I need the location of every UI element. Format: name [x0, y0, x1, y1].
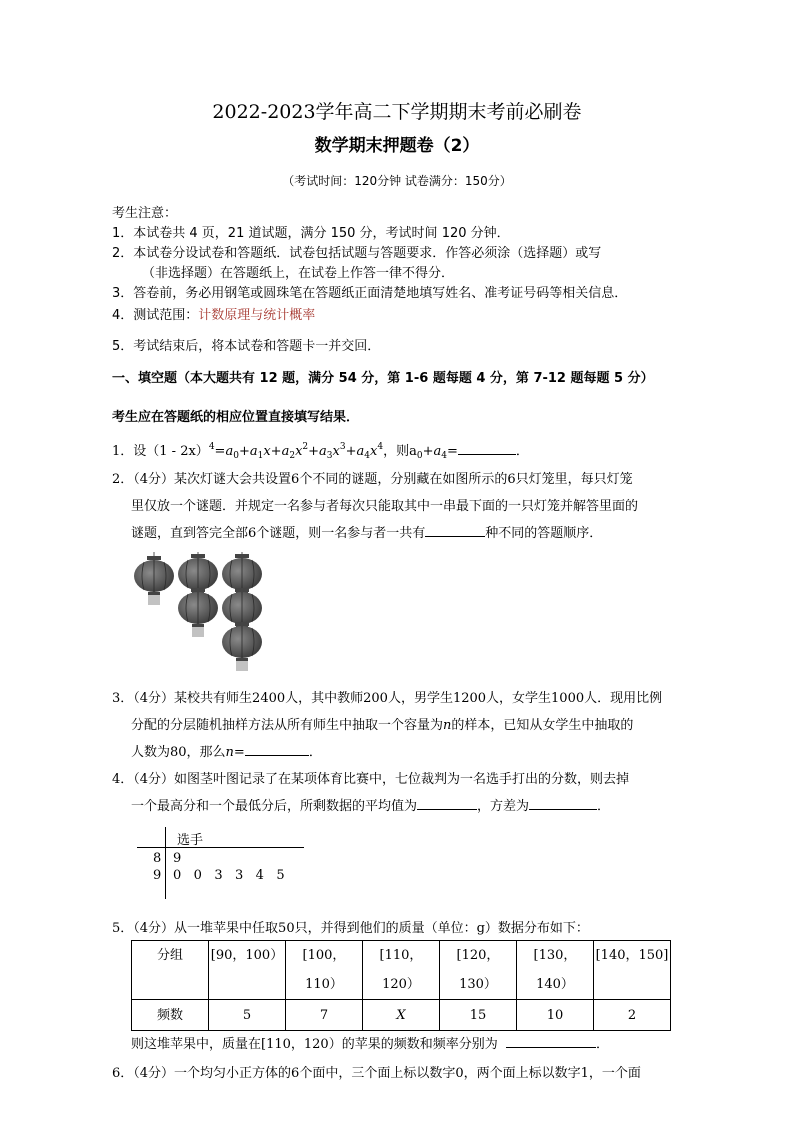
table-cell-count: 2	[594, 1000, 671, 1031]
exam-title: 2022-2023学年高二下学期期末考前必刷卷	[212, 101, 582, 123]
question-5-line-2: 则这堆苹果中，质量在[110，120）的苹果的频数和频率分别为 ．	[131, 1037, 609, 1052]
answer-blank-q2[interactable]	[425, 524, 485, 537]
frequency-table	[131, 940, 671, 1031]
notice-item-2a: 2．本试卷分设试卷和答题纸．试卷包括试题与答题要求．作答必须涂（选择题）或写	[112, 246, 602, 261]
lantern-string-2	[178, 552, 218, 637]
lantern-string-3	[222, 552, 262, 671]
exam-info: （考试时间：120分钟 试卷满分：150分）	[282, 174, 512, 188]
table-row-groups	[132, 941, 671, 1000]
table-cell-group: [90，100）	[209, 941, 286, 1000]
stem-row-1-stem: 8	[153, 851, 162, 866]
question-2-line-2: 里仅放一个谜题．并规定一名参与者每次只能取其中一串最下面的一只灯笼并解答里面的	[131, 499, 639, 514]
table-cell-group: [140，150]	[594, 941, 671, 1000]
table-header-count: 频数	[132, 1000, 209, 1031]
lantern-strings-image	[132, 552, 268, 674]
notice-item-5: 5．考试结束后，将本试卷和答题卡一并交回．	[112, 339, 381, 354]
table-cell-group: [120， 130）	[440, 941, 517, 1000]
table-cell-count: 15	[440, 1000, 517, 1031]
answer-blank-q5[interactable]	[506, 1035, 596, 1048]
question-3-line-3: 人数为80，那么n= ．	[131, 745, 322, 760]
answer-blank-q4-variance[interactable]	[529, 797, 597, 810]
lantern-string-1	[134, 552, 174, 605]
table-cell-group: [110， 120）	[363, 941, 440, 1000]
question-4-line-1: 4．（4分）如图茎叶图记录了在某项体育比赛中，七位裁判为一名选手打出的分数，则去掉	[112, 772, 630, 787]
table-cell-group: [100， 110）	[286, 941, 363, 1000]
section-instruction: 考生应在答题纸的相应位置直接填写结果．	[112, 410, 360, 425]
question-3-line-1: 3．（4分）某校共有师生2400人，其中教师200人，男学生1200人，女学生1000人．现用比例	[112, 691, 663, 706]
notice-item-2b: （非选择题）在答题纸上，在试卷上作答一律不得分．	[142, 266, 455, 281]
notice-item-1: 1．本试卷共 4 页，21 道试题，满分 150 分，考试时间 120 分钟．	[112, 226, 510, 241]
table-header-group: 分组	[132, 941, 209, 1000]
table-cell-count: 10	[517, 1000, 594, 1031]
test-range: 计数原理与统计概率	[198, 308, 316, 323]
question-1: 1．设$(1 - 2x)^4=a_0+a_1x+a_2x^2+a_3x^3+a_4x^4$，则$a_0+a_4=$ ．	[112, 442, 529, 461]
stem-vertical-line	[165, 827, 166, 899]
question-6-line-1: 6．（4分）一个均匀小正方体的6个面中，三个面上标以数字0，两个面上标以数字1，一个面	[112, 1066, 641, 1081]
stem-row-2-leaves: 0 0 3 3 4 5	[173, 868, 285, 883]
section-heading: 一、填空题（本大题共有 12 题，满分 54 分，第 1-6 题每题 4 分，第 7-12 题每题 5 分）	[112, 371, 654, 386]
question-2-line-3: 谜题，直到答完全部6个谜题，则一名参与者一共有 种不同的答题顺序．	[131, 526, 603, 541]
question-5-line-1: 5．（4分）从一堆苹果中任取50只，并得到他们的质量（单位：g）数据分布如下：	[112, 921, 589, 936]
stem-header-line	[137, 847, 304, 848]
answer-blank-q1[interactable]	[458, 442, 516, 455]
question-4-line-2: 一个最高分和一个最低分后，所剩数据的平均值为 ，方差为 ．	[131, 799, 611, 814]
question-2-line-1: 2．（4分）某次灯谜大会共设置6个不同的谜题，分别藏在如图所示的6只灯笼里，每只灯笼	[112, 472, 633, 487]
answer-blank-q4-mean[interactable]	[417, 797, 477, 810]
table-row-counts	[132, 1000, 671, 1031]
answer-blank-q3[interactable]	[245, 743, 309, 756]
stem-row-1-leaves: 9	[173, 851, 182, 866]
notice-item-4-prefix: 4．测试范围：	[112, 308, 199, 323]
notice-item-3: 3．答卷前，务必用钢笔或圆珠笔在答题纸正面清楚地填写姓名、准考证号码等相关信息．	[112, 286, 628, 301]
notice-heading: 考生注意：	[112, 206, 178, 221]
stem-row-2-stem: 9	[153, 868, 162, 883]
stem-header: 选手	[177, 833, 204, 848]
table-cell-count: 5	[209, 1000, 286, 1031]
table-cell-group: [130， 140）	[517, 941, 594, 1000]
exam-subtitle: 数学期末押题卷（2）	[314, 136, 480, 156]
question-3-line-2: 分配的分层随机抽样方法从所有师生中抽取一个容量为n的样本，已知从女学生中抽取的	[131, 718, 634, 733]
notice-item-4	[112, 304, 315, 323]
table-cell-count: 7	[286, 1000, 363, 1031]
table-cell-count: X	[363, 1000, 440, 1031]
